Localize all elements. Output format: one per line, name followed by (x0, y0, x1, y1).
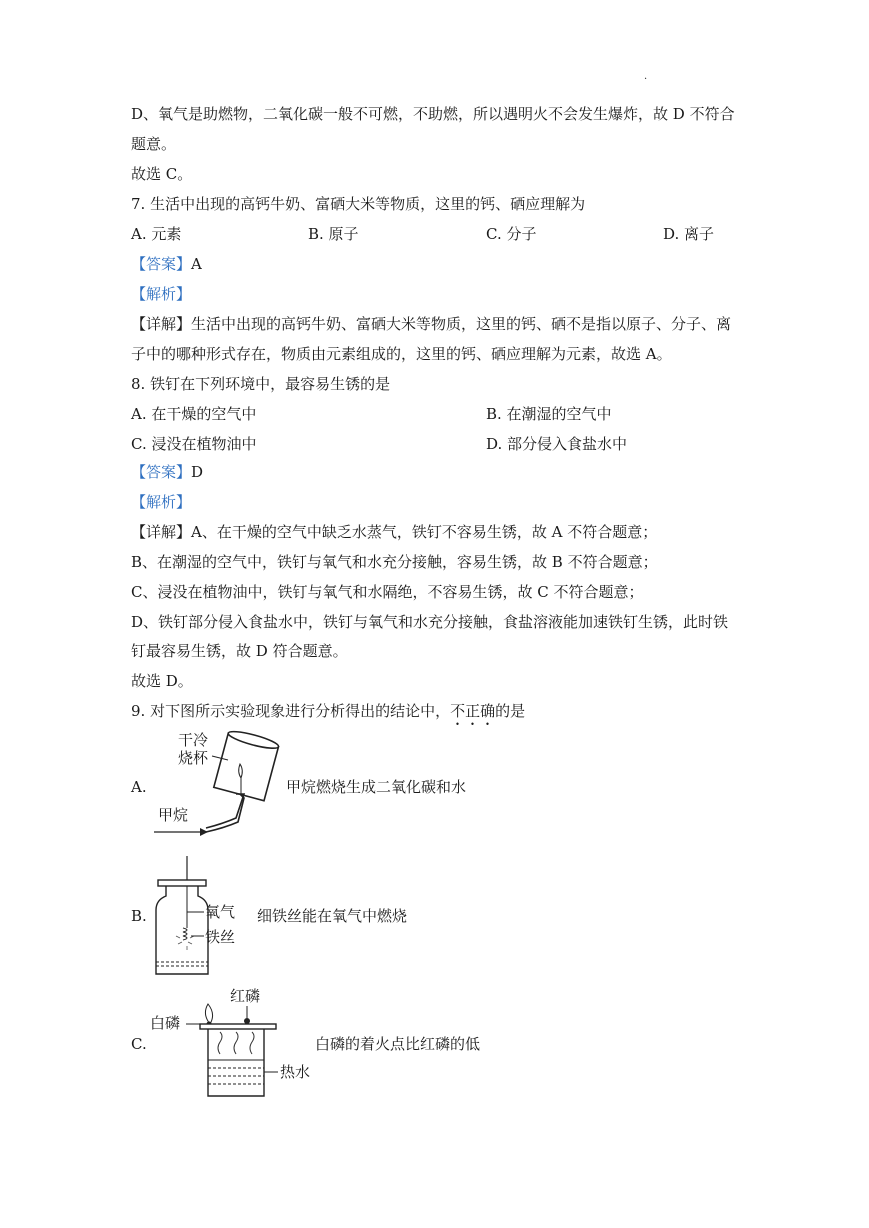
q7-analysis-tag: 【解析】 (131, 285, 192, 303)
q7-option-d: D. 离子 (663, 225, 715, 243)
methane-burning-diagram (140, 728, 280, 848)
label-hot-water: 热水 (280, 1063, 311, 1081)
arrow-icon (200, 828, 208, 836)
label-iron-wire: 铁丝 (205, 928, 236, 946)
iron-wire-diagram (150, 856, 255, 976)
q8-option-b: B. 在潮湿的空气中 (486, 405, 612, 423)
q8-detail-c: C、浸没在植物油中，铁钉与氧气和水隔绝，不容易生锈，故 C 不符合题意； (131, 583, 644, 601)
q8-option-c: C. 浸没在植物油中 (131, 435, 257, 453)
q7-stem: 7. 生活中出现的高钙牛奶、富硒大米等物质，这里的钙、硒应理解为 (131, 195, 586, 213)
detail-tag: 【详解】 (131, 523, 192, 541)
answer-tag: 【答案】 (131, 255, 192, 273)
answer-value: A (191, 255, 202, 273)
q8-detail-b: B、在潮湿的空气中，铁钉与氧气和水充分接触，容易生锈，故 B 不符合题意； (131, 553, 658, 571)
label-oxygen: 氧气 (205, 903, 236, 921)
q9-stem-text: 9. 对下图所示实验现象进行分析得出的结论中， (131, 702, 451, 720)
q7-option-b: B. 原子 (308, 225, 359, 243)
label-red-phosphorus: 红磷 (230, 987, 261, 1005)
q8-conclusion: 故选 D。 (131, 672, 193, 690)
page-dot-mark: · (644, 74, 648, 85)
q8-detail-a (131, 522, 657, 542)
q7-answer (131, 254, 202, 274)
q6-explanation-d: D、氧气是助燃物，二氧化碳一般不可燃，不助燃，所以遇明火不会发生爆炸，故 D 不符合 (131, 105, 735, 123)
q7-option-a: A. 元素 (131, 225, 182, 243)
beaker-icon (214, 728, 280, 800)
q9-stem-end: 的是 (495, 702, 526, 720)
q9-option-c-letter: C. (131, 1035, 147, 1053)
q8-option-a: A. 在干燥的空气中 (131, 405, 257, 423)
label-dry-cold: 干冷 (178, 731, 209, 749)
flame-icon (205, 1004, 212, 1024)
q9-emphasis: 不正确 (450, 702, 496, 720)
q7-detail-cont: 子中的哪种形式存在，物质由元素组成的，这里的钙、硒应理解为元素，故选 A。 (131, 345, 672, 363)
q8-detail-d-cont: 钉最容易生锈，故 D 符合题意。 (131, 642, 348, 660)
q6-conclusion: 故选 C。 (131, 165, 193, 183)
detail-tag: 【详解】 (131, 315, 192, 333)
label-methane: 甲烷 (158, 806, 189, 824)
flame-icon (239, 764, 243, 778)
q7-detail (131, 314, 731, 334)
label-white-phosphorus: 白磷 (150, 1014, 181, 1032)
beaker-icon (208, 1029, 264, 1096)
phosphorus-diagram (150, 984, 320, 1099)
q7-option-c: C. 分子 (486, 225, 537, 243)
q9-stem (131, 701, 525, 729)
bottle-stopper (158, 880, 206, 886)
label-beaker: 烧杯 (178, 749, 209, 767)
q9-option-b-text: 细铁丝能在氧气中燃烧 (257, 907, 408, 925)
steam-icon (218, 1032, 254, 1054)
detail-text: A、在干燥的空气中缺乏水蒸气，铁钉不容易生锈，故 A 不符合题意； (191, 523, 658, 541)
answer-value: D (191, 463, 204, 481)
iron-coil (183, 928, 187, 940)
sparks-icon (176, 936, 194, 950)
q8-detail-d: D、铁钉部分侵入食盐水中，铁钉与氧气和水充分接触，食盐溶液能加速铁钉生锈，此时铁 (131, 613, 729, 631)
gas-bottle (156, 886, 208, 974)
copper-plate (200, 1024, 276, 1029)
q6-explanation-d-cont: 题意。 (131, 135, 177, 153)
q9-option-c-text: 白磷的着火点比红磷的低 (315, 1035, 481, 1053)
q9-option-b-letter: B. (131, 907, 147, 925)
q9-option-a-text: 甲烷燃烧生成二氧化碳和水 (286, 778, 467, 796)
q8-answer (131, 462, 203, 482)
answer-tag: 【答案】 (131, 463, 192, 481)
q8-analysis-tag: 【解析】 (131, 493, 192, 511)
detail-text: 生活中出现的高钙牛奶、富硒大米等物质，这里的钙、硒不是指以原子、分子、离 (191, 315, 732, 333)
q8-stem: 8. 铁钉在下列环境中，最容易生锈的是 (131, 375, 391, 393)
q9-option-a-letter: A. (131, 778, 147, 796)
q8-option-d: D. 部分侵入食盐水中 (486, 435, 628, 453)
